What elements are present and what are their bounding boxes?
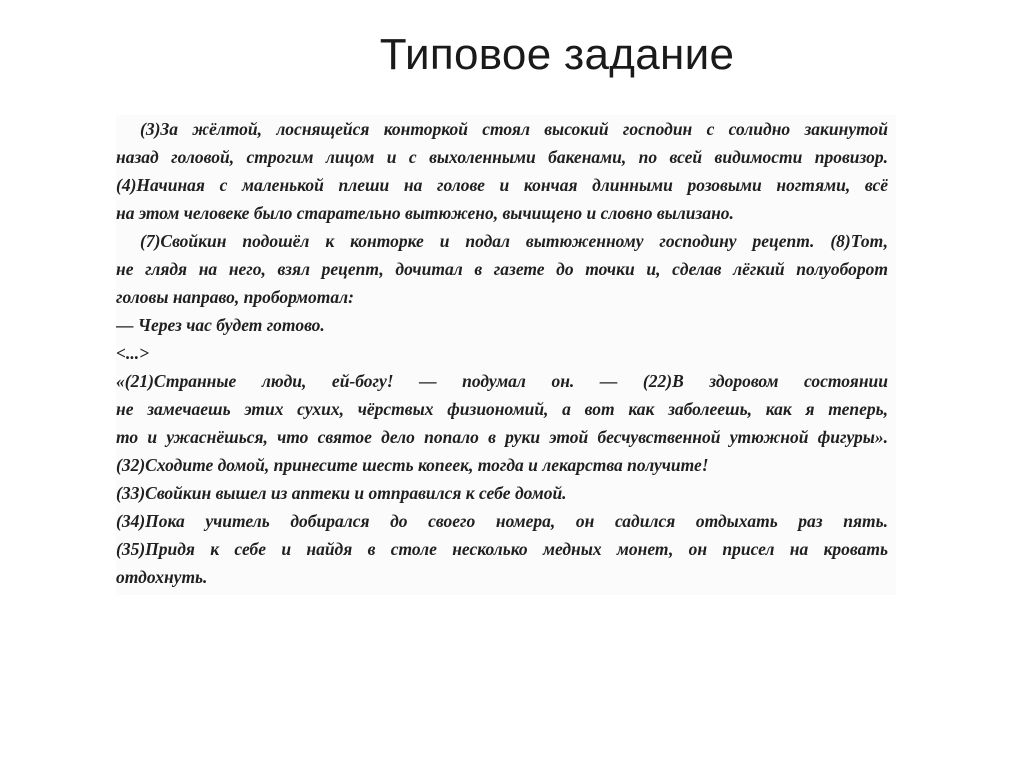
excerpt-line: не замечаешь этих сухих, чёрствых физиономий, а вот как заболеешь, как я теперь,	[116, 399, 888, 419]
text-excerpt-image	[116, 115, 896, 595]
excerpt-line: то и ужаснёшься, что святое дело попало в руки этой бесчувственной утюжной фигуры».	[116, 427, 888, 447]
excerpt-line: (32)Сходите домой, принесите шесть копеек, тогда и лекарства получите!	[116, 455, 709, 475]
excerpt-line: (3)За жёлтой, лоснящейся конторкой стоял высокий господин с солидно закинутой	[140, 119, 888, 139]
excerpt-line: назад головой, строгим лицом и с выхоленными бакенами, по всей видимости провизор.	[116, 147, 888, 167]
excerpt-line: головы направо, пробормотал:	[116, 287, 354, 307]
excerpt-line: (7)Свойкин подошёл к конторке и подал вытюженному господину рецепт. (8)Тот,	[140, 231, 888, 251]
excerpt-line: (34)Пока учитель добирался до своего номера, он садился отдыхать раз пять.	[116, 511, 888, 531]
excerpt-line: — Через час будет готово.	[116, 315, 325, 335]
excerpt-line: на этом человеке было старательно вытюжено, вычищено и словно вылизано.	[116, 203, 734, 223]
excerpt-line: (4)Начиная с маленькой плеши на голове и кончая длинными розовыми ногтями, всё	[116, 175, 888, 195]
excerpt-line: (33)Свойкин вышел из аптеки и отправился к себе домой.	[116, 483, 567, 503]
slide-title: Типовое задание	[379, 30, 735, 79]
excerpt-line: <...>	[116, 343, 150, 363]
excerpt-line: «(21)Странные люди, ей-богу! — подумал он. — (22)В здоровом состоянии	[116, 371, 888, 391]
excerpt-line: (35)Придя к себе и найдя в столе несколько медных монет, он присел на кровать	[116, 539, 888, 559]
excerpt-line: отдохнуть.	[116, 567, 208, 587]
excerpt-line: не глядя на него, взял рецепт, дочитал в газете до точки и, сделав лёгкий полуоборот	[116, 259, 888, 279]
